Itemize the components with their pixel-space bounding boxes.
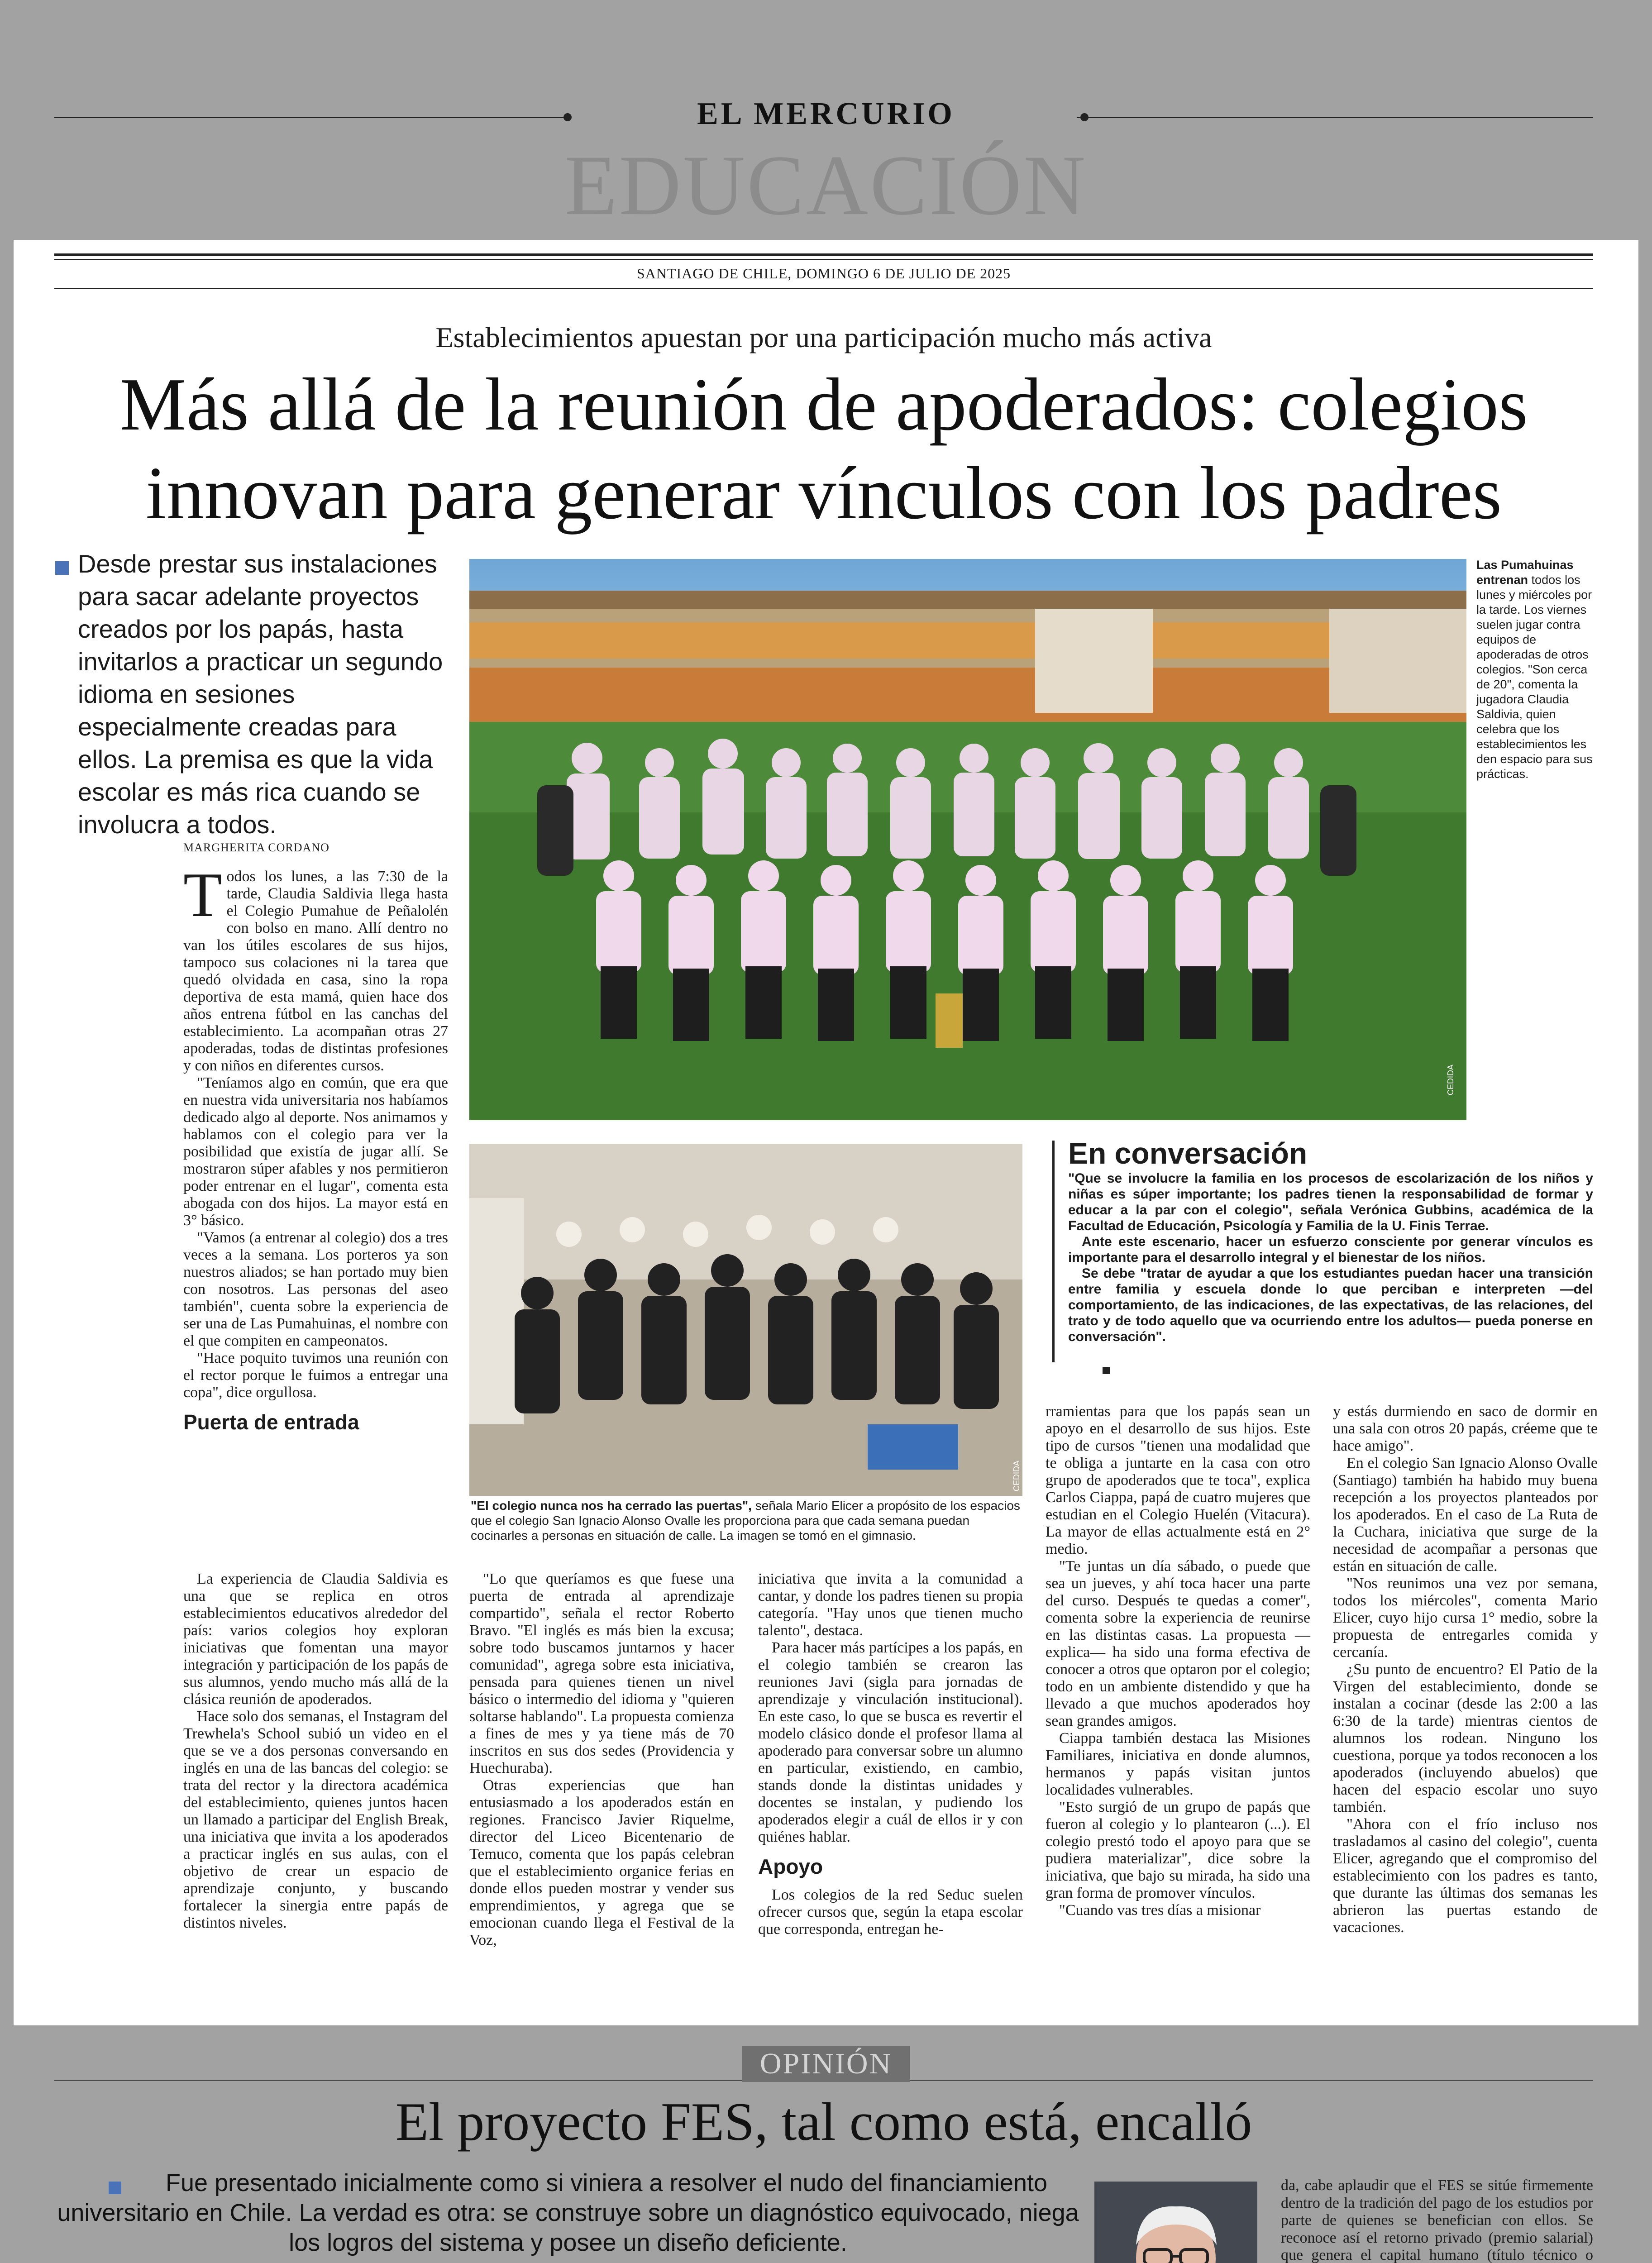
col1b-p1: La experiencia de Claudia Saldivia es una que se replica en otros establecimientos educativos alrededor del país: varios colegios hoy exploran iniciativas que fomentan una mayor integración y participación de los papás de sus alumnos, yendo mucho más allá de la clásica reunión de apoderados. xyxy=(183,1571,448,1708)
col5-p4: ¿Su punto de encuentro? El Patio de la Virgen del establecimiento, donde se instalan a cocinar (desde las 2:00 a las 6:30 de la tarde) mientras cientos de alumnos los rodean. Ninguno los cuestiona, porque ya todos reconocen a los apoderados (incluyendo abuelos) que hacen del espacio escolar uno suyo también. xyxy=(1333,1661,1598,1815)
photo1-caption xyxy=(1476,558,1599,782)
col1-p4: "Hace poquito tuvimos una reunión con el rector porque le fuimos a entregar una copa", dice orgullosa. xyxy=(183,1350,448,1401)
section-title: EDUCACIÓN xyxy=(564,138,1088,233)
sidebar-title: En conversación xyxy=(1068,1136,1308,1170)
article-col5 xyxy=(1333,1403,1598,1936)
sidebar-box xyxy=(1068,1136,1593,1345)
team-photo xyxy=(469,559,1466,1120)
col4-p4: "Esto surgió de un grupo de papás que fueron al colegio y lo plantearon (...). El colegio prestó todo el apoyo para que se pudiera materializar", dice sobre la iniciativa, que bajo su mirada, ha sido una gran forma de promover vínculos. xyxy=(1046,1799,1310,1901)
lead-bullet xyxy=(55,561,69,575)
article-headline: Más allá de la reunión de apoderados: colegios innovan para generar vínculos con los padres xyxy=(119,363,1528,535)
col1-p1: odos los lunes, a las 7:30 de la tarde, Claudia Saldivia llega hasta el Colegio Pumahue de Peñalolén con bolso en mano. Allí dentro no van los útiles escolares de sus hijos, tampoco sus colaciones ni la tarea que quedó olvidada en casa, sino la ropa deportiva de esta mamá, quien hace dos años entrena fútbol en las canchas del establecimiento. La acompañan otras 27 apoderadas, todas de distintas profesiones y con niños en diferentes cursos. xyxy=(183,868,448,1074)
masthead-dot-left xyxy=(563,113,572,121)
photo2-credit: CEDIDA xyxy=(1012,1460,1021,1491)
article-byline: MARGHERITA CORDANO xyxy=(183,841,329,854)
masthead: EL MERCURIO xyxy=(697,96,955,131)
photo1-caption-text: todos los lunes y miércoles por la tarde. Los viernes suelen jugar contra equipos de apoderadas de otros colegios. "Son cerca de 20", comenta la jugadora Claudia Saldivia, quien celebra que los establecimientos les den espacio para sus prácticas. xyxy=(1476,573,1593,781)
sidebar-p1: "Que se involucre la familia en los procesos de escolarización de los niños y niñas es súper importante; los padres tienen la responsabilidad de formar y educar a la par con el colegio", señala Verónica Gubbins, académica de la Facultad de Educación, Psicología y Familia de la U. Finis Terrae. xyxy=(1068,1171,1593,1233)
col3-p1: iniciativa que invita a la comunidad a cantar, y donde los padres tienen su propia categoría. "Hay unos que tienen mucho talento", destaca. xyxy=(758,1571,1023,1639)
subhead-apoyo: Apoyo xyxy=(758,1855,823,1878)
col1-p2: "Teníamos algo en común, que era que en nuestra vida universitaria nos habíamos dedicado algo al deporte. Nos animamos y hablamos con el colegio para ver la posibilidad que existía de jugar allí. Se mostraron súper afables y nos permitieron poder entrenar en el lugar", comenta esta abogada con dos hijos. La mayor está en 3° básico. xyxy=(183,1074,448,1229)
col3b-p1: Los colegios de la red Seduc suelen ofrecer cursos que, según la etapa escolar que corresponda, entregan he- xyxy=(758,1886,1023,1938)
volunteers-photo xyxy=(469,1144,1022,1496)
col4-p3: Ciappa también destaca las Misiones Familiares, iniciativa en donde alumnos, hermanos y papás visitan juntos localidades vulnerables. xyxy=(1046,1730,1310,1798)
col5-p3: "Nos reunimos una vez por semana, todos los miércoles", comenta Mario Elicer, cuyo hijo cursa 1° medio, sobre la propuesta de entregarles comida y cercanía. xyxy=(1333,1575,1598,1661)
dateline: SANTIAGO DE CHILE, DOMINGO 6 DE JULIO DE 2025 xyxy=(636,265,1011,282)
op-col4-p1: da, cabe aplaudir que el FES se sitúe firmemente dentro de la tradición del pago de los estudios por parte de quienes se benefician con ellos. Se reconoce así el retorno privado (premio salarial) que genera el capital humano (título técnico o xyxy=(1281,2177,1593,2263)
masthead-rule-right xyxy=(1077,117,1593,118)
col1b-p2: Hace solo dos semanas, el Instagram del Trewhela's School subió un video en el que se ve a dos personas conversando en inglés en una de las bancas del colegio: se trata del rector y la directora académica del establecimiento, quienes juntos hacen un llamado a participar del English Break, una iniciativa que invita a los apoderados a practicar inglés en sus aulas, con el objetivo de crear un espacio de aprendizaje conjunto, y buscando fortalecer la sinergia entre papás de distintos niveles. xyxy=(183,1708,448,1931)
subhead-puerta: Puerta de entrada xyxy=(183,1410,359,1434)
top-rule xyxy=(54,253,1593,256)
dropcap: T xyxy=(183,860,222,930)
col5-p5: "Ahora con el frío incluso nos trasladamos al casino del colegio", cuenta Elicer, agregando que el compromiso del establecimiento con los padres es tanto, que durante las últimas dos semanas les abrieron las puertas estando de vacaciones. xyxy=(1333,1816,1598,1936)
photo2-caption xyxy=(471,1498,1023,1543)
article-col3 xyxy=(758,1571,1023,1938)
col4-p2: "Te juntas un día sábado, o puede que sea un jueves, y ahí toca hacer una parte del curso. Después te quedas a comer", comenta sobre la experiencia de reunirse en las distintas casas. La propuesta —explica— ha sido una forma efectiva de conocer a otros que optaron por el colegio; todo en un ambiente distendido y que ha llevado a que muchos apoderados hoy sean grandes amigos. xyxy=(1046,1558,1310,1729)
sidebar-bar xyxy=(1052,1141,1055,1362)
photo2-caption-bold: "El colegio nunca nos ha cerrado las puertas", xyxy=(471,1499,752,1513)
sidebar-end-mark xyxy=(1103,1367,1110,1374)
opinion-label: OPINIÓN xyxy=(742,2046,910,2082)
author-portrait xyxy=(1094,2182,1257,2263)
masthead-dot-right xyxy=(1080,113,1089,121)
photo1-caption-bold: Las Pumahuinas entrenan xyxy=(1476,558,1574,587)
col5-p2: En el colegio San Ignacio Alonso Ovalle (Santiago) también ha habido muy buena recepción a los proyectos planteados por los apoderados. En el caso de La Ruta de la Cuchara, iniciativa que surge de la necesidad de acompañar a personas que están en situación de calle. xyxy=(1333,1455,1598,1575)
article-col1 xyxy=(183,860,448,1442)
opinion-lead: Fue presentado inicialmente como si viniera a resolver el nudo del financiamiento universitario en Chile. La verdad es otra: se construye sobre un diagnóstico equivocado, niega los logros del sistema y posee un diseño deficiente. xyxy=(57,2169,1079,2256)
col2-p2: Otras experiencias que han entusiasmado a los apoderados están en regiones. Francisco Javier Riquelme, director del Liceo Bicentenario de Temuco, comenta que los papás celebran que el establecimiento organice ferias en donde ellos pueden mostrar y vender sus emprendimientos, y agrega que se emocionan cuando llega el Festival de la Voz, xyxy=(469,1777,734,1948)
opinion-col4 xyxy=(1281,2177,1593,2263)
masthead-rule-left xyxy=(54,117,570,118)
article-col2 xyxy=(469,1571,734,1949)
sidebar-p3: Se debe "tratar de ayudar a que los estudiantes puedan hacer una transición entre familia y escuela donde lo que perciban e interpreten —del comportamiento, de las indicaciones, de las expectativas, de las relaciones, del trato y de todo aquello que va ocurriendo entre los adultos— pueda ponerse en conversación". xyxy=(1068,1266,1593,1344)
opinion-headline: El proyecto FES, tal como está, encalló xyxy=(395,2091,1252,2152)
article-col4 xyxy=(1046,1403,1310,1919)
col4-p5: "Cuando vas tres días a misionar xyxy=(1059,1902,1261,1919)
article-lead: Desde prestar sus instalaciones para sacar adelante proyectos creados por los papás, hasta invitarlos a practicar un segundo idioma en sesiones especialmente creadas para ellos. La premisa es que la vida escolar es más rica cuando se involucra a todos. xyxy=(78,549,443,839)
dateline-rule xyxy=(54,288,1593,289)
top-rule-thin xyxy=(54,259,1593,260)
col4-p1: rramientas para que los papás sean un apoyo en el desarrollo de sus hijos. Este tipo de cursos "tienen una modalidad que te obliga a juntarte en la casa con otro grupo de apoderados que te toca", explica Carlos Ciappa, papá de cuatro mujeres que estudian en el Colegio Huelén (Vitacura). La mayor de ellas actualmente está en 2° medio. xyxy=(1046,1403,1310,1557)
col2-p1: "Lo que queríamos es que fuese una puerta de entrada al aprendizaje compartido", señala el rector Roberto Bravo. "El inglés es más bien la excusa; sobre todo buscamos juntarnos y hacer comunidad", agrega sobre esta iniciativa, pensada para quienes tienen un nivel básico o intermedio del idioma y "quieren soltarse hablando". La propuesta comienza a fines de mes y ya tiene más de 70 inscritos en sus dos sedes (Providencia y Huechuraba). xyxy=(469,1571,734,1776)
col3-p2: Para hacer más partícipes a los papás, en el colegio también se crearon las reuniones Javi (sigla para jornadas de aprendizaje y vinculación institucional). En este caso, lo que se busca es revertir el modelo clásico donde el profesor llama al apoderado para conversar sobre un alumno en particular, existiendo, en cambio, stands donde la distintas unidades y docentes se instalan, y pudiendo los apoderados elegir a cuál de ellos ir y con quiénes hablar. xyxy=(758,1639,1023,1845)
col1-p3: "Vamos (a entrenar al colegio) dos a tres veces a la semana. Los porteros ya son nuestros aliados; se han portado muy bien con nosotros. Las personas del aseo también", cuenta sobre la experiencia de ser una de Las Pumahuinas, el nombre con el que compiten en campeonatos. xyxy=(183,1229,448,1349)
col5-p1: y estás durmiendo en saco de dormir en una sala con otros 20 papás, créeme que te hace amigo". xyxy=(1333,1403,1598,1454)
article-kicker: Establecimientos apuestan por una participación mucho más activa xyxy=(435,321,1212,353)
sidebar-p2: Ante este escenario, hacer un esfuerzo consciente por generar vínculos es importante para el desarrollo integral y el bienestar de los niños. xyxy=(1068,1234,1593,1265)
article-col1b xyxy=(183,1571,448,1932)
photo1-credit: CEDIDA xyxy=(1446,1064,1455,1095)
photo2-caption-text: señala Mario Elicer a propósito de los espacios que el colegio San Ignacio Alonso Ovalle les proporciona para que cada semana puedan cocinarles a personas en situación de calle. La imagen se tomó en el gimnasio. xyxy=(471,1499,1020,1542)
